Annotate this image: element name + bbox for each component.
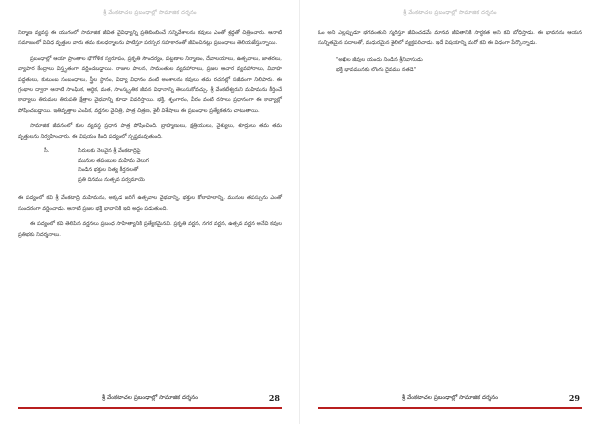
paragraph: నిర్మాణ వ్యవస్థ ఈ యుగంలో సామాజిక జీవిత వైవిధ్యాన్ని ప్రతిబింబించే సన్నివేశాలను కవులు ఎంతో శ్రద్ధతో చిత్రించారు. ఆనాటి సమాజంలో వివిధ వృత్తుల వారు తమ కులధర్మాలను పాటిస్తూ పరస్పర సహకారంతో జీవించినట్లు ప్రబంధాలు తెలియజేస్తున్నాయి. [18,30,282,47]
verse-block [44,147,282,185]
paragraph: ఓం అని ఎల్లప్పుడూ భగవంతుని స్మరిస్తూ జీవించడమే మానవ జీవితానికి సార్థకత అని కవి బోధిస్తాడు. ఈ భావనను ఆయన సున్నితమైన పదాలతో, మధురమైన శైలిలో వ్యక్తపరిచాడు. ఇదే విషయాన్ని మరో కవి ఈ విధంగా పేర్కొన్నాడు. [318,30,582,47]
verse-line: ప్రతి దినము నుత్సవ పర్వమాయె [78,176,145,183]
verse-line: మునుల తపంబుల మహిమ వెలుగ [78,157,149,164]
paragraph: ఈ పద్యంలో కవి శ్రీ వేంకటాద్రి మహిమను, అక్కడ జరిగే ఉత్సవాల వైభవాన్ని, భక్తుల కోలాహలాన్ని, మునుల తపస్సును ఎంతో సుందరంగా వర్ణించాడు. ఆనాటి ప్రజల భక్తి భావానికి ఇది అద్దం పడుతుంది. [18,195,282,212]
footer-title: శ్రీ వేంకటాచల ప్రబంధాల్లో సామాజిక దర్శనం [101,395,199,401]
right-page [300,0,600,424]
running-head: శ్రీ వేంకటాచల ప్రబంధాల్లో సామాజిక దర్శనం [103,10,197,16]
paragraph: ప్రబంధాల్లో ఆయా ప్రాంతాల భౌగోళిక స్వరూపం, ప్రకృతి సౌందర్యం, పట్టణాల నిర్మాణం, దేవాలయాలు, ఉత్సవాలు, జాతరలు, వ్యాపార కేంద్రాలు విస్తృతంగా వర్ణించబడ్డాయి. రాజుల పాలన, సామంతుల వ్యవహారాలు, ప్రజల ఆచార వ్యవహారాలు, వివాహ పద్ధతులు, కుటుంబ సంబంధాలు, స్త్రీల స్థానం, విద్యా విధానం వంటి అంశాలను కవులు తమ రచనల్లో సజీవంగా నిలిపారు. ఈ గ్రంథాల ద్వారా ఆనాటి సాంఘిక, ఆర్థిక, మత, సాంస్కృతిక జీవన విధానాన్ని తెలుసుకోవచ్చు. శ్రీ వేంకటేశ్వరుని మహిమను కీర్తించే కావ్యాలు తిరుమల తిరుపతి క్షేత్రాల వైభవాన్ని కూడా వివరిస్తాయి. భక్తి, శృంగారం, వీరం వంటి రసాలు ప్రధానంగా ఈ కావ్యాల్లో పోషించబడ్డాయి. ఇతివృత్తాల ఎంపిక, వర్ణనల వైచిత్రి, పాత్ర చిత్రణ, శైలీ విశేషాలు ఈ ప్రబంధాల ప్రత్యేకతను చాటుతాయి. [18,55,282,114]
page-number: 28 [268,393,280,403]
page-number: 29 [568,393,580,403]
verse-line: నిండిన భక్తుల నిత్య కీర్తనలతో [78,167,139,174]
paragraph: ఈ పద్యంలో కవి తెలిపిన వర్ణనలు ప్రబంధ సాహిత్యానికి ప్రత్యేకమైనవి. ప్రకృతి వర్ణన, నగర వర్ణన, ఉత్సవ వర్ణన అనేవి కవుల ప్రతిభకు నిదర్శనాలు. [18,221,282,238]
footer-title: శ్రీ వేంకటాచల ప్రబంధాల్లో సామాజిక దర్శనం [401,395,499,401]
page-body [18,28,282,245]
page-footer [318,393,582,409]
quote-line: భక్తి భావమునకు లొంగు దైవము నతడె" [336,67,416,74]
paragraph: సామాజిక జీవనంలో కుల వ్యవస్థ ప్రధాన పాత్ర పోషించింది. బ్రాహ్మణులు, క్షత్రియులు, వైశ్యులు, శూద్రులు తమ తమ వృత్తులను నిర్వహించారు. ఈ విషయం కింది పద్యంలో స్పష్టమవుతుంది. [18,123,282,140]
page-footer [18,393,282,409]
footer-rule [18,407,282,409]
running-head: శ్రీ వేంకటాచల ప్రబంధాల్లో సామాజిక దర్శనం [403,10,497,16]
page-body [318,28,582,75]
footer-rule [318,407,582,409]
verse-label: సీ. [44,148,50,155]
quoted-verse [336,55,582,75]
quote-line: "అఖిల జీవుల యందు నిండిన శ్రీనివాసుడు [336,56,423,63]
verse-line: సిరులకు నెలవైన శ్రీ వేంకటాద్రిపై [78,148,141,155]
